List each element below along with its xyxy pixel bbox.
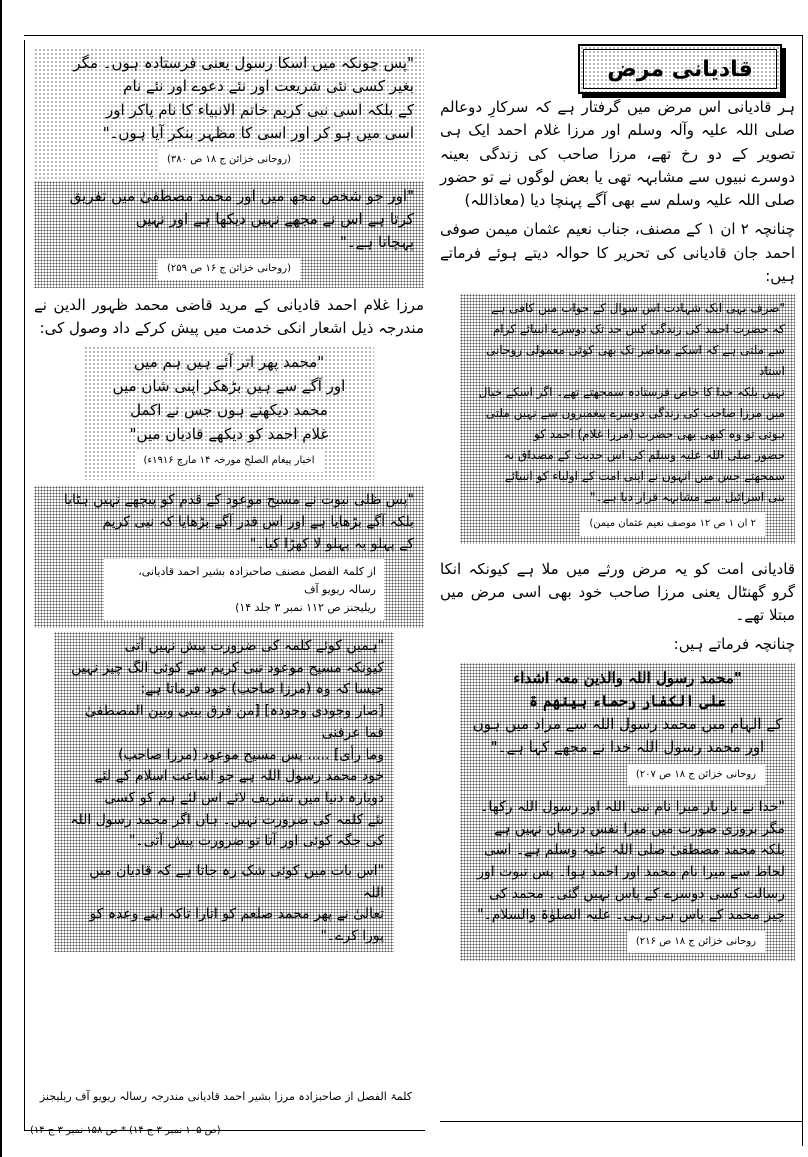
- quote-line: "ہمیں کوئے کلمہ کی ضرورت پیش نہیں آتی: [124, 638, 384, 655]
- quote-line: "اور جو شخص مجھ میں اور محمد مصطفیٰ میں تفریق: [69, 186, 414, 205]
- second-paragraph: چنانچہ ۲ ان ۱ کے مصنف، جناب نعیم عثمان میمن صوفی احمد جان قادیانی کی تحریر کا حوالہ دیتے ہوئے فرماتے ہیں:: [440, 220, 795, 285]
- quote-line: چیز محمد کے پاس ہی رہی۔ علیہ الصلوٰۃ والسلام۔": [477, 907, 785, 924]
- quote-line: کے پہلو بہ پہلو لا کھڑا کیا۔": [249, 535, 414, 552]
- quote-reference: (روحانی خزائن ج ۱۸ ص ۳۸۰): [158, 149, 300, 171]
- right-quote-2: [460, 663, 795, 794]
- bottom-rule: [440, 1121, 802, 1122]
- quote-line: "اس بات میں کوئی شک رہ جاتا ہے کہ قادیان میں اللہ: [89, 862, 384, 901]
- quote-line: "پس ظلی نبوت نے مسیح موعود کے قدم کو پیچھے نہیں ہٹایا: [63, 492, 414, 509]
- article-title-box: [578, 44, 782, 94]
- left-quote-1: [34, 48, 424, 179]
- third-paragraph: قادیانی امت کو یہ مرض ورثے میں ملا ہے کیونکہ انکا گرو گھنٹال یعنی مرزا صاحب خود بھی اسی مرض میں مبتلا تھے۔: [440, 559, 795, 624]
- quote-line: بلکہ آگے بڑھایا ہے اور اس قدر آگے بڑھایا کہ نبی کریم: [102, 513, 414, 530]
- quote-line: لحاظ سے میرا نام محمد اور احمد ہوا۔ پس نبوت اور: [477, 864, 785, 881]
- quote-reference-line: از کلمۃ الفصل مصنف صاحبزادہ بشیر احمد قادیانی، رسالہ ریویو آف: [138, 565, 376, 596]
- quote-line: [صار وجودی وجودہ] [من فرق بینی وبین المصطفیٰ فما عرفنی: [85, 703, 384, 741]
- right-quote-3: [460, 793, 795, 961]
- quote-line: ہوتی تو وہ کبھی بھی حضرت (مرزا غلام) احمد کو: [533, 427, 785, 441]
- right-quote-1: [460, 294, 795, 544]
- quote-line: کے الہام میں محمد رسول اللہ سے مراد میں ہوں: [472, 715, 783, 733]
- quote-reference: روحانی خزائن ج ۱۸ ص ۲۱۶): [627, 931, 765, 953]
- quote-line: کہ حضرت احمد کی زندگی کس حد تک دوسرے انبیائے کرام: [492, 322, 785, 336]
- quote-line: سے ملتی ہے کہ اسکے معاصر تک بھی کوئی معمولی روحانی استاد: [485, 343, 785, 378]
- quote-reference: روحانی خزائن ج ۱۸ ص ۲۰۷): [627, 764, 765, 786]
- quote-line: بنی اسرائیل سے مشابہہ قرار دیا ہے۔": [590, 490, 785, 504]
- quote-reference: ۲ ان ۱ ص ۱۲ موصف نعیم عثمان میمن): [580, 512, 765, 536]
- poem-line: اور آگے سے ہیں بڑھکر اپنی شان میں: [112, 377, 346, 396]
- quote-line: کی جگہ کوئی اور آتا تو ضرورت پیش آتی۔": [129, 833, 384, 850]
- quote-line: جیسا کہ وہ (مرزا صاحب) خود فرماتا ہے:: [140, 681, 384, 698]
- quote-line: "خدا نے بار بار میرا نام نبی اللہ اور رسول اللہ رکھا۔: [480, 799, 785, 815]
- quote-line: حضور صلی اللہ علیہ وسلم کی اس حدیث کے مصداق نہ: [503, 448, 785, 462]
- left-column: [34, 44, 424, 952]
- quote-line: مگر بروزی صورت میں میرا نفس درمیان نہیں ہے: [494, 820, 785, 837]
- quote-reference: (روحانی خزائن ج ۱۶ ص ۲۵۹): [158, 258, 300, 280]
- footer-reference-2: (ص ۱۰۵ نمبر ۳ ج ۱۴) * ص ۱۵۸ نمبر ۳ ج ۱۴): [30, 1125, 221, 1136]
- quote-line: بغیر کسی نئی شریعت اور نئے دعوے اور نئے نام: [123, 77, 414, 96]
- quote-line: نئے کلمہ کی ضرورت نہیں۔ ہاں اگر محمد رسول اللہ: [70, 811, 384, 828]
- quote-line: وما رأی] ..... پس مسیح موعود (مرزا صاحب): [118, 746, 384, 763]
- left-quote-5: [54, 857, 394, 952]
- left-poem: [84, 346, 374, 480]
- quote-line: تعالیٰ نے پھر محمد صلعم کو اتارا تاکہ اپنے وعدہ کو: [89, 906, 384, 923]
- left-quote-3: [34, 486, 424, 628]
- fourth-paragraph: چنانچہ فرماتے ہیں:: [673, 635, 795, 654]
- article-title: قادیانی مرض: [583, 49, 777, 89]
- quote-line: نہیں بلکہ خدا کا خاص فرستادہ سمجھتے تھے۔ اگر اسکے خیال: [478, 385, 785, 399]
- left-quote-4: [54, 632, 394, 857]
- quote-line: پورا کرے۔": [320, 928, 384, 945]
- quote-line: پہچانا ہے۔": [340, 233, 414, 251]
- quote-line: میں مرزا صاحب کی زندگی دوسرے پیغمبروں سے نہیں ملتی: [485, 406, 785, 420]
- poem-line: محمد دیکھنے ہوں جس نے اکمل: [130, 401, 328, 420]
- arabic-verse-line: "محمد رسول اللہ والذین معہ اشداء: [513, 668, 742, 687]
- right-column: [440, 96, 795, 961]
- poem-line: "محمد پھر اتر آئے ہیں ہم میں: [133, 353, 325, 372]
- quote-line: کیونکہ مسیح موعود نبی کریم سے کوئی الگ چیز نہیں: [71, 659, 384, 676]
- left-quote-2: [34, 181, 424, 288]
- left-paragraph: مرزا غلام احمد قادیانی کے مرید قاضی محمد ظہور الدین نے مندرجہ ذیل اشعار انکی خدمت میں پیش کرکے داد وصول کی:: [34, 295, 424, 337]
- footer-reference: کلمۃ الفصل از صاحبزادہ مرزا بشیر احمد قادیانی مندرجہ رسالہ ریویو آف ریلیجنز: [39, 1090, 412, 1103]
- page-edge-line: [0, 0, 2, 1157]
- quote-line: سمجھتے جس میں انہوں نے اپنی امت کے اولیاء کو انبیائے: [504, 469, 785, 483]
- quote-line: کے بلکہ اسی نبی کریم خاتم الانبیاء کا نام پاکر اور: [106, 100, 414, 119]
- quote-line: کرتا ہے اس نے مجھے نہیں دیکھا ہے اور نہیں: [135, 209, 414, 228]
- quote-line: خود محمد رسول اللہ ہے جو اشاعت اسلام کے لئے: [94, 768, 384, 785]
- quote-line: دوبارہ دنیا میں تشریف لائے اس لئے ہم کو کسی: [104, 789, 384, 806]
- quote-line: "پس چونکہ میں اسکا رسول یعنی فرستادہ ہوں۔ مگر: [73, 54, 414, 72]
- quote-line: "صرف یہی ایک شہادت اس سوال کے جواب میں کافی ہے: [491, 301, 785, 315]
- quote-reference-line: ریلیجنز ص ۱۱۲ نمبر ۳ جلد ۱۴): [235, 600, 376, 614]
- quote-reference-box: [104, 559, 384, 620]
- intro-paragraph: ہر قادیانی اس مرض میں گرفتار ہے کہ سرکارِ دوعالم صلی اللہ علیہ وآلہ وسلم اور مرزا غلام احمد ایک ہی تصویر کے دو رخ تھے، مرزا صاحب کی زندگی بعینہ دوسرے نبیوں سے مشابہہ تھی یا بعض لوگوں نے تو حضور صلی اللہ علیہ وسلم سے بھی آگے پہنچا دیا (معاذاللہ): [440, 98, 795, 209]
- quote-line: رسالت کسی دوسرے کے پاس نہیں گئی۔ محمد کی: [488, 885, 785, 902]
- quote-line: بلکہ محمد مصطفیٰ صلی اللہ علیہ وسلم ہے۔ اسی: [484, 842, 785, 859]
- quote-line: اسی میں ہو کر اور اسی کا مظہر بنکر آیا ہوں۔": [102, 123, 414, 142]
- poem-reference: اخبار پیغام الصلح مورخہ ۱۴ مارچ ۱۹۱۶ء): [135, 450, 324, 472]
- poem-line: غلام احمد کو دیکھے قادیان میں": [129, 425, 329, 444]
- arabic-verse-line: علی الکفار رحماء بینھم ۃ: [529, 691, 726, 710]
- quote-line: اور محمد رسول اللہ خدا نے مجھے کہا ہے۔": [490, 738, 765, 757]
